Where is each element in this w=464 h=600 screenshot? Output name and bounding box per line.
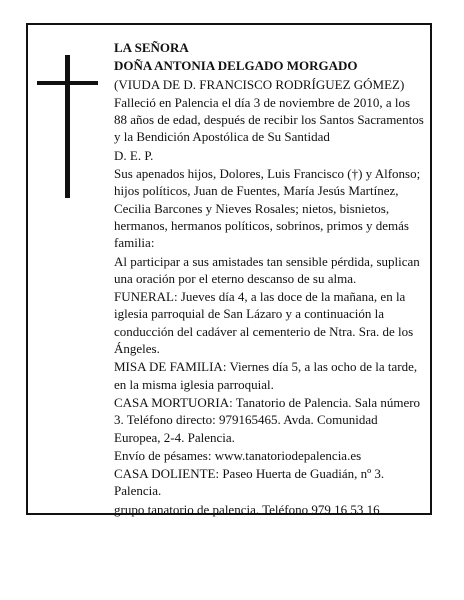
mourning-house-paragraph: CASA DOLIENTE: Paseo Huerta de Guadián, nº 3. Palencia. bbox=[114, 466, 385, 499]
notice-title: LA SEÑORA bbox=[114, 40, 189, 55]
deceased-name: DOÑA ANTONIA DELGADO MORGADO bbox=[114, 58, 358, 74]
footer-line: grupo tanatorio de palencia. Teléfono 979 16 53 16 bbox=[114, 501, 380, 517]
request-paragraph: Al participar a sus amistades tan sensible pérdida, suplican una oración por el eterno descanso de su alma. bbox=[114, 253, 420, 286]
rip-line: D. E. P. bbox=[114, 147, 154, 163]
widow-line: (VIUDA DE D. FRANCISCO RODRÍGUEZ GÓMEZ) bbox=[114, 76, 405, 92]
condolences-line: Envío de pésames: www.tanatoriodepalencia.es bbox=[114, 447, 362, 463]
cross-icon-bar bbox=[37, 81, 98, 85]
cross-icon bbox=[65, 55, 70, 198]
obituary-text bbox=[114, 39, 424, 519]
family-mass-paragraph: MISA DE FAMILIA: Viernes día 5, a las ocho de la tarde, en la misma iglesia parroquial. bbox=[114, 359, 418, 392]
funeral-paragraph: FUNERAL: Jueves día 4, a las doce de la mañana, en la iglesia parroquial de San Lázaro y a continuación la conducción del cadáver al cementerio de Ntra. Sra. de los Ángeles. bbox=[114, 289, 414, 357]
death-paragraph: Falleció en Palencia el día 3 de noviembre de 2010, a los 88 años de edad, después de recibir los Santos Sacramentos y la Bendición Apostólica de Su Santidad bbox=[114, 94, 424, 145]
family-paragraph: Sus apenados hijos, Dolores, Luis Francisco (†) y Alfonso; hijos políticos, Juan de Fuentes, María Jesús Martínez, Cecilia Barcones y Nieves Rosales; nietos, bisnietos, hermanos, hermanos políticos, sobrinos, primos y demás familia: bbox=[114, 166, 421, 251]
funeral-home-paragraph: CASA MORTUORIA: Tanatorio de Palencia. Sala número 3. Teléfono directo: 979165465. Avda. Comunidad Europea, 2-4. Palencia. bbox=[114, 394, 421, 445]
